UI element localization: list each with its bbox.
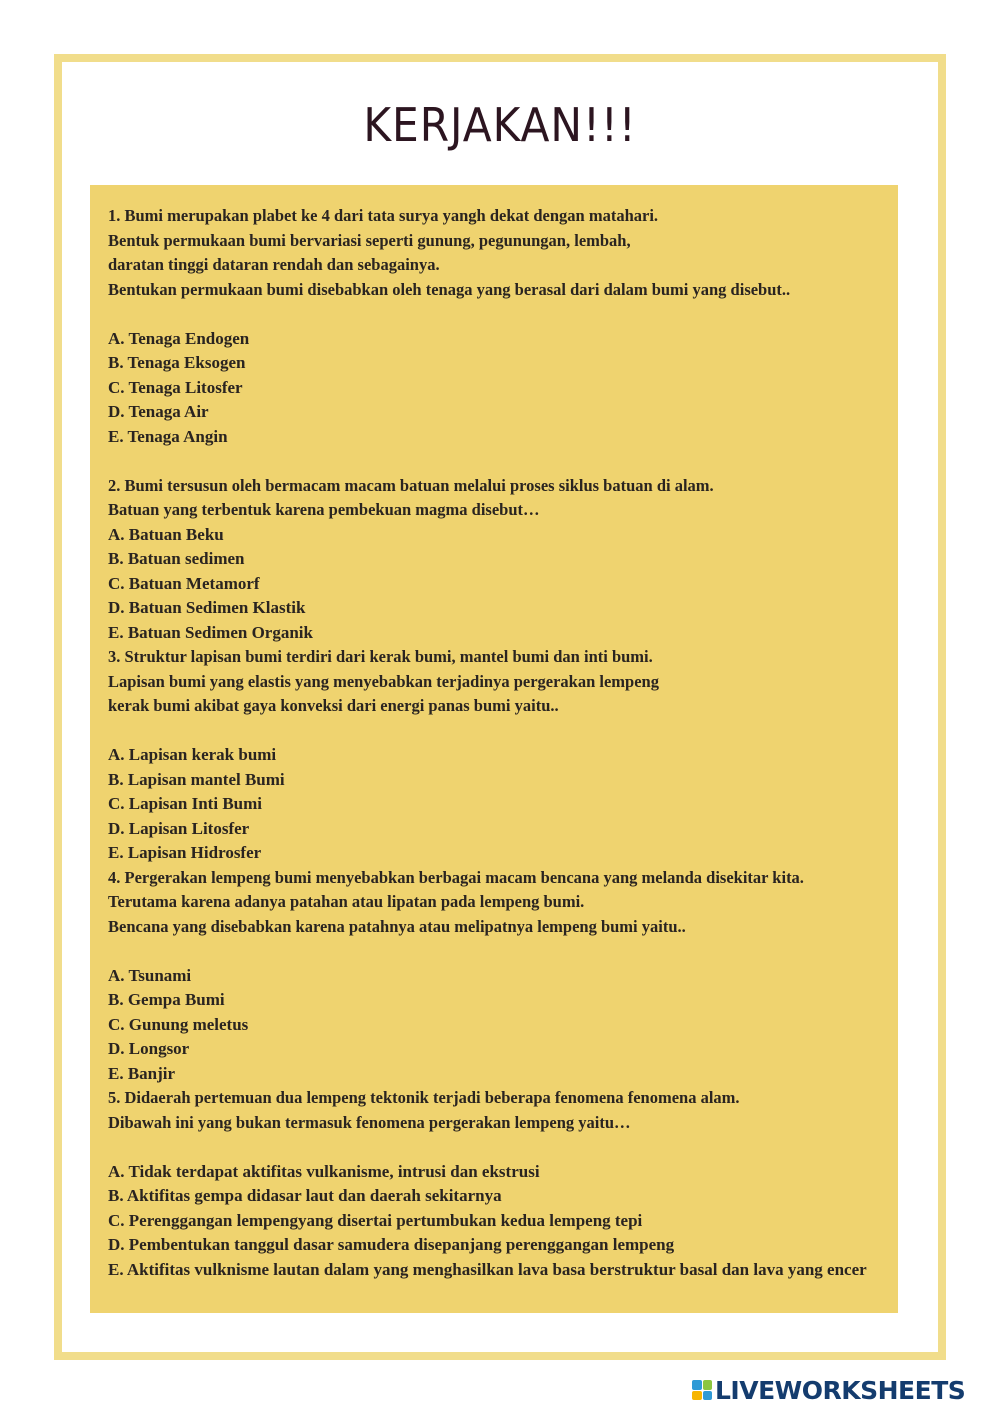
footer-brand[interactable] bbox=[692, 1375, 965, 1405]
question-4 bbox=[108, 866, 898, 1087]
liveworksheets-logo-icon bbox=[692, 1380, 712, 1400]
question-text: 3. Struktur lapisan bumi terdiri dari kerak bumi, mantel bumi dan inti bumi. bbox=[108, 647, 653, 666]
answer-option[interactable]: A. Tsunami bbox=[108, 965, 192, 985]
answer-option[interactable]: A. Tidak terdapat aktifitas vulkanisme, intrusi dan ekstrusi bbox=[108, 1161, 540, 1181]
question-text: Bentuk permukaan bumi bervariasi seperti gunung, pegunungan, lembah, bbox=[108, 230, 631, 250]
answer-option[interactable]: B. Batuan sedimen bbox=[108, 549, 245, 568]
question-5 bbox=[108, 1086, 898, 1282]
answer-option[interactable]: A. Lapisan kerak bumi bbox=[108, 745, 277, 764]
answer-option[interactable]: C. Tenaga Litosfer bbox=[108, 377, 243, 397]
answer-option[interactable]: D. Longsor bbox=[108, 1039, 190, 1058]
answer-option[interactable]: A. Tenaga Endogen bbox=[108, 328, 250, 348]
question-text: 2. Bumi tersusun oleh bermacam macam batuan melalui proses siklus batuan di alam. bbox=[108, 475, 714, 495]
answer-option[interactable]: C. Gunung meletus bbox=[108, 1014, 249, 1034]
answer-option[interactable]: B. Lapisan mantel Bumi bbox=[108, 769, 285, 789]
question-text: kerak bumi akibat gaya konveksi dari energi panas bumi yaitu.. bbox=[108, 696, 559, 715]
answer-option[interactable]: D. Lapisan Litosfer bbox=[108, 818, 250, 838]
question-text: Lapisan bumi yang elastis yang menyebabkan terjadinya pergerakan lempeng bbox=[108, 671, 659, 691]
answer-option[interactable]: C. Batuan Metamorf bbox=[108, 573, 260, 593]
answer-option[interactable]: A. Batuan Beku bbox=[108, 524, 224, 544]
answer-option[interactable]: C. Lapisan Inti Bumi bbox=[108, 794, 262, 813]
question-text: Bentukan permukaan bumi disebabkan oleh tenaga yang berasal dari dalam bumi yang disebut.. bbox=[108, 279, 791, 299]
question-text: 1. Bumi merupakan plabet ke 4 dari tata surya yangh dekat dengan matahari. bbox=[108, 206, 659, 225]
answer-option[interactable]: E. Tenaga Angin bbox=[108, 426, 228, 446]
brand-name: LIVEWORKSHEETS bbox=[715, 1375, 966, 1405]
question-text: 5. Didaerah pertemuan dua lempeng tektonik terjadi beberapa fenomena fenomena alam. bbox=[108, 1088, 740, 1107]
questions-panel bbox=[90, 185, 898, 1313]
answer-option[interactable]: B. Aktifitas gempa didasar laut dan daerah sekitarnya bbox=[108, 1186, 502, 1205]
question-text: Dibawah ini yang bukan termasuk fenomena pergerakan lempeng yaitu… bbox=[108, 1112, 631, 1132]
answer-option[interactable]: D. Tenaga Air bbox=[108, 402, 209, 421]
answer-option[interactable]: E. Lapisan Hidrosfer bbox=[108, 843, 262, 862]
answer-option[interactable]: B. Tenaga Eksogen bbox=[108, 353, 246, 372]
answer-option[interactable]: D. Batuan Sedimen Klastik bbox=[108, 598, 306, 617]
answer-option[interactable]: B. Gempa Bumi bbox=[108, 990, 225, 1009]
question-text: Terutama karena adanya patahan atau lipatan pada lempeng bumi. bbox=[108, 892, 585, 911]
question-text: 4. Pergerakan lempeng bumi menyebabkan berbagai macam bencana yang melanda disekitar kita. bbox=[108, 867, 804, 887]
answer-option[interactable]: C. Perenggangan lempengyang disertai pertumbukan kedua lempeng tepi bbox=[108, 1210, 643, 1230]
question-text: daratan tinggi dataran rendah dan sebagainya. bbox=[108, 255, 440, 274]
question-2 bbox=[108, 474, 898, 646]
answer-option[interactable]: E. Batuan Sedimen Organik bbox=[108, 622, 313, 642]
answer-option[interactable]: D. Pembentukan tanggul dasar samudera disepanjang perenggangan lempeng bbox=[108, 1235, 675, 1254]
answer-option[interactable]: E. Aktifitas vulknisme lautan dalam yang menghasilkan lava basa berstruktur basal dan lava yang encer bbox=[108, 1259, 867, 1279]
question-3 bbox=[108, 645, 898, 866]
question-1 bbox=[108, 204, 898, 474]
question-text: Batuan yang terbentuk karena pembekuan magma disebut… bbox=[108, 500, 540, 519]
answer-option[interactable]: E. Banjir bbox=[108, 1063, 176, 1083]
question-text: Bencana yang disebabkan karena patahnya atau melipatnya lempeng bumi yaitu.. bbox=[108, 916, 686, 936]
page-title: KERJAKAN!!! bbox=[363, 98, 637, 152]
